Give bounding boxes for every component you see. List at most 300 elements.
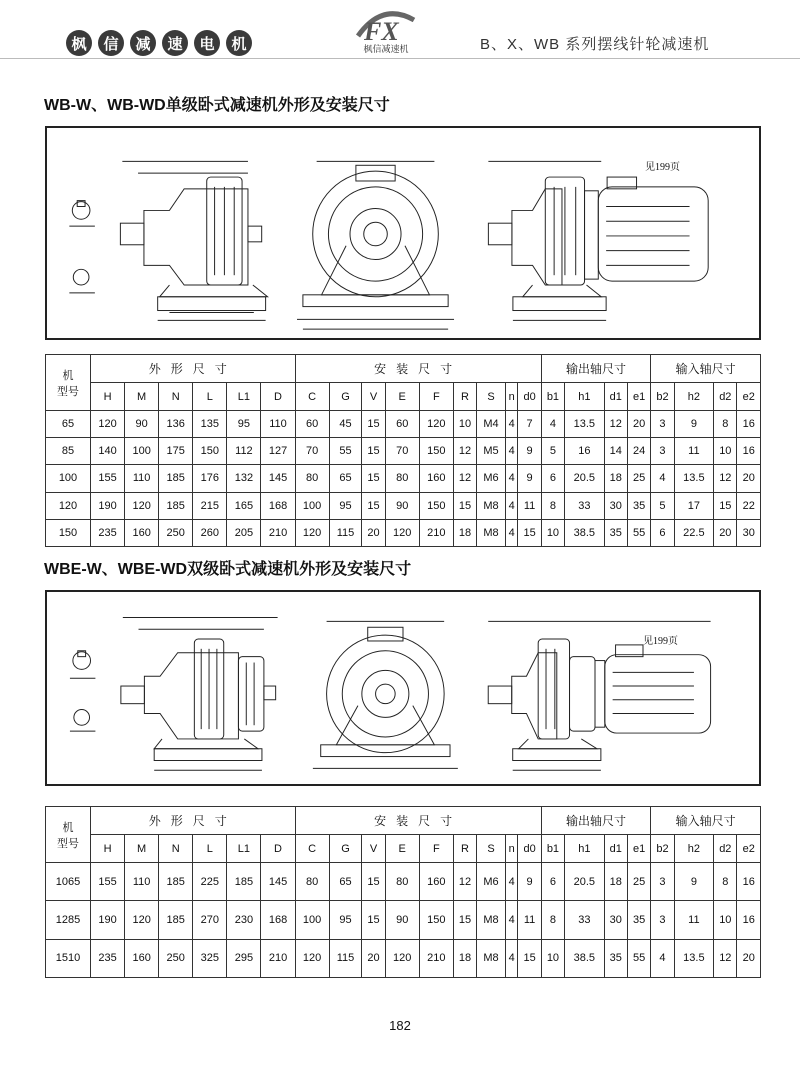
value-cell: 11 [518,492,541,519]
col-header-label: d0 [523,842,536,855]
model-cell: 1065 [46,863,91,901]
header-group-outline: 外形尺寸 [91,807,296,835]
value-cell: 150 [193,438,227,465]
model-header [46,807,91,863]
col-header [714,383,737,411]
col-header [227,383,261,411]
value-cell: 4 [541,411,564,438]
col-header-label: n [508,842,515,855]
value-cell: M8 [477,492,506,519]
section2-see-page-note: 见199页 [643,636,678,647]
table-row [46,492,761,519]
value-cell: 9 [518,438,541,465]
col-header-label: e2 [742,390,755,403]
model-header-line1: 机 [62,821,74,834]
value-cell: 185 [159,863,193,901]
value-cell: 55 [627,939,650,977]
value-cell: 20.5 [565,465,605,492]
col-header [193,835,227,863]
page-number: 182 [389,1018,411,1033]
value-cell: 20 [737,939,761,977]
value-cell: 185 [159,465,193,492]
value-cell: 13.5 [674,465,714,492]
column-header-row [46,835,761,863]
value-cell: 3 [651,411,674,438]
value-cell: 11 [518,901,541,939]
col-header [505,383,518,411]
value-cell: 115 [329,939,362,977]
value-cell: 7 [518,411,541,438]
value-cell: 165 [227,492,261,519]
col-header-label: d1 [609,842,622,855]
value-cell: 55 [329,438,362,465]
value-cell: 22.5 [674,519,714,546]
value-cell: 205 [227,519,261,546]
col-header-label: h1 [578,842,591,855]
col-header [385,383,419,411]
value-cell: 80 [295,863,329,901]
col-header-label: h1 [578,390,591,403]
value-cell: 70 [295,438,329,465]
model-cell: 65 [46,411,91,438]
value-cell: 190 [91,901,125,939]
brand-char: 信 [98,30,124,56]
col-header-label: b1 [546,842,560,855]
value-cell: 70 [385,438,419,465]
value-cell: 90 [385,901,419,939]
col-header [604,383,627,411]
header-group-input: 输入轴尺寸 [651,807,761,835]
value-cell: 15 [362,901,385,939]
value-cell: 6 [541,465,564,492]
value-cell: M4 [477,411,506,438]
value-cell: M8 [477,519,506,546]
col-header-label: n [508,390,515,403]
value-cell: 160 [125,939,159,977]
col-header-label: N [171,390,180,403]
value-cell: 9 [518,863,541,901]
value-cell: 100 [295,492,329,519]
table-row [46,863,761,901]
header-group-install: 安装尺寸 [295,355,541,383]
value-cell: 95 [329,901,362,939]
col-header-label: R [461,842,469,855]
value-cell: M8 [477,901,506,939]
col-header-label: d1 [609,390,622,403]
column-header-row [46,383,761,411]
value-cell: 65 [329,465,362,492]
col-header-label: d2 [719,390,732,403]
col-header-label: C [308,390,317,403]
value-cell: 4 [505,939,518,977]
value-cell: 110 [125,863,159,901]
value-cell: 210 [419,519,453,546]
col-header-label: F [432,842,440,855]
col-header-label: e2 [742,842,755,855]
value-cell: 60 [385,411,419,438]
col-header-label: d2 [719,842,732,855]
col-header [362,835,385,863]
col-header [362,383,385,411]
value-cell: 155 [91,863,125,901]
col-header [159,835,193,863]
value-cell: 95 [227,411,261,438]
value-cell: 9 [674,411,714,438]
value-cell: 155 [91,465,125,492]
value-cell: 12 [714,939,737,977]
value-cell: 30 [604,901,627,939]
col-header [419,383,453,411]
value-cell: 15 [362,465,385,492]
table-row [46,438,761,465]
value-cell: 65 [329,863,362,901]
value-cell: 4 [505,519,518,546]
value-cell: 210 [261,519,295,546]
col-header-label: H [103,842,112,855]
value-cell: 95 [329,492,362,519]
col-header-label: V [369,390,378,403]
value-cell: 120 [385,519,419,546]
value-cell: 190 [91,492,125,519]
value-cell: M6 [477,465,506,492]
value-cell: 120 [91,411,125,438]
value-cell: 150 [419,438,453,465]
value-cell: 35 [627,492,650,519]
value-cell: 15 [362,411,385,438]
section2-drawing [45,590,761,786]
value-cell: 110 [125,465,159,492]
value-cell: 4 [505,438,518,465]
brand-name [66,30,252,56]
brand-char: 电 [194,30,220,56]
value-cell: 10 [714,438,737,465]
value-cell: 8 [541,492,564,519]
header-group-outline: 外形尺寸 [91,355,296,383]
value-cell: 12 [453,438,476,465]
col-header-label: h2 [687,842,701,855]
table-row [46,411,761,438]
col-header [627,835,650,863]
value-cell: 120 [125,901,159,939]
value-cell: 168 [261,901,295,939]
value-cell: 22 [737,492,761,519]
model-cell: 120 [46,492,91,519]
value-cell: 20.5 [565,863,605,901]
value-cell: 10 [541,519,564,546]
col-header [329,383,362,411]
col-header [714,835,737,863]
value-cell: 225 [193,863,227,901]
value-cell: 132 [227,465,261,492]
value-cell: 10 [453,411,476,438]
logo-caption: 枫信减速机 [363,44,409,54]
col-header [505,835,518,863]
col-header [651,383,674,411]
col-header-label: S [487,390,495,403]
value-cell: 110 [261,411,295,438]
header-group-output: 输出轴尺寸 [541,807,651,835]
value-cell: 120 [125,492,159,519]
value-cell: 175 [159,438,193,465]
value-cell: 15 [518,939,541,977]
value-cell: 13.5 [674,939,714,977]
value-cell: 210 [261,939,295,977]
value-cell: 145 [261,863,295,901]
value-cell: 12 [453,863,476,901]
section2-spec-table [45,806,761,978]
header-group-input: 输入轴尺寸 [651,355,761,383]
value-cell: 16 [565,438,605,465]
value-cell: 6 [541,863,564,901]
value-cell: 17 [674,492,714,519]
col-header [91,835,125,863]
col-header-label: S [487,842,495,855]
value-cell: 80 [385,465,419,492]
col-header [453,835,476,863]
col-header-label: F [432,390,440,403]
col-header-label: L [206,842,213,855]
model-cell: 1510 [46,939,91,977]
value-cell: 90 [385,492,419,519]
col-header-label: L1 [237,390,251,403]
model-header [46,355,91,411]
col-header [295,383,329,411]
value-cell: 136 [159,411,193,438]
brand-char: 速 [162,30,188,56]
value-cell: 35 [604,939,627,977]
value-cell: 250 [159,939,193,977]
value-cell: 168 [261,492,295,519]
col-header [227,835,261,863]
col-header [261,835,295,863]
value-cell: 3 [651,863,674,901]
model-header-line2: 型号 [57,385,79,398]
value-cell: 3 [651,901,674,939]
logo-letters: FX [364,17,399,46]
value-cell: 18 [604,863,627,901]
value-cell: 260 [193,519,227,546]
value-cell: 295 [227,939,261,977]
value-cell: 210 [419,939,453,977]
table-row [46,465,761,492]
col-header-label: M [137,390,147,403]
value-cell: 8 [714,863,737,901]
model-header-line2: 型号 [57,837,79,850]
value-cell: 15 [714,492,737,519]
col-header-label: C [308,842,317,855]
value-cell: 80 [295,465,329,492]
value-cell: 120 [419,411,453,438]
model-cell: 1285 [46,901,91,939]
table-row [46,519,761,546]
value-cell: 5 [541,438,564,465]
value-cell: 16 [737,863,761,901]
value-cell: 20 [714,519,737,546]
value-cell: 185 [159,901,193,939]
value-cell: 127 [261,438,295,465]
table-row [46,901,761,939]
value-cell: 120 [295,519,329,546]
value-cell: 15 [362,492,385,519]
value-cell: 140 [91,438,125,465]
value-cell: 9 [518,465,541,492]
value-cell: 120 [295,939,329,977]
value-cell: 15 [453,492,476,519]
value-cell: 11 [674,901,714,939]
value-cell: 4 [505,411,518,438]
col-header-label: e1 [633,842,646,855]
value-cell: 4 [505,901,518,939]
value-cell: 60 [295,411,329,438]
value-cell: 235 [91,519,125,546]
value-cell: 20 [737,465,761,492]
model-cell: 100 [46,465,91,492]
value-cell: M5 [477,438,506,465]
col-header-label: H [103,390,112,403]
col-header [737,835,761,863]
section1-title: WB-W、WB-WD单级卧式减速机外形及安装尺寸 [44,97,390,114]
col-header [91,383,125,411]
section1-drawing [45,126,761,340]
value-cell: 16 [737,411,761,438]
col-header [541,383,564,411]
col-header [737,383,761,411]
value-cell: 4 [651,465,674,492]
value-cell: 5 [651,492,674,519]
section1-see-page-note: 见199页 [645,162,680,173]
col-header [627,383,650,411]
brand-char: 枫 [66,30,92,56]
col-header-label: G [341,390,350,403]
value-cell: 13.5 [565,411,605,438]
value-cell: 35 [604,519,627,546]
value-cell: 150 [419,901,453,939]
value-cell: 30 [737,519,761,546]
col-header [565,835,605,863]
value-cell: 38.5 [565,519,605,546]
col-header [193,383,227,411]
col-header [651,835,674,863]
section1-spec-table [45,354,761,547]
col-header [419,835,453,863]
value-cell: 90 [125,411,159,438]
value-cell: 14 [604,438,627,465]
value-cell: 160 [125,519,159,546]
col-header [477,383,506,411]
col-header [385,835,419,863]
col-header-label: D [274,390,282,403]
group-header-row [46,807,761,835]
value-cell: 135 [193,411,227,438]
col-header [541,835,564,863]
value-cell: 115 [329,519,362,546]
page-header [0,0,800,62]
col-header [518,383,541,411]
col-header [518,835,541,863]
model-cell: 85 [46,438,91,465]
value-cell: 15 [518,519,541,546]
value-cell: 16 [737,438,761,465]
col-header [125,383,159,411]
col-header-label: b1 [546,390,560,403]
model-header-line1: 机 [62,369,74,382]
value-cell: 10 [541,939,564,977]
col-header-label: M [137,842,147,855]
value-cell: 12 [453,465,476,492]
col-header [159,383,193,411]
value-cell: 25 [627,465,650,492]
value-cell: 11 [674,438,714,465]
col-header-label: E [398,842,406,855]
value-cell: 120 [385,939,419,977]
value-cell: 18 [453,939,476,977]
value-cell: 185 [159,492,193,519]
value-cell: 145 [261,465,295,492]
table-row [46,939,761,977]
col-header-label: R [461,390,469,403]
value-cell: 15 [453,901,476,939]
value-cell: 16 [737,901,761,939]
header-group-install: 安装尺寸 [295,807,541,835]
col-header-label: e1 [633,390,646,403]
col-header-label: b2 [656,390,669,403]
value-cell: 25 [627,863,650,901]
value-cell: 15 [362,438,385,465]
value-cell: 12 [604,411,627,438]
group-header-row [46,355,761,383]
col-header [295,835,329,863]
value-cell: 325 [193,939,227,977]
value-cell: 80 [385,863,419,901]
col-header [674,835,714,863]
brand-char: 机 [226,30,252,56]
series-title: B、X、WB 系列摆线针轮减速机 [480,36,710,53]
col-header [125,835,159,863]
value-cell: 112 [227,438,261,465]
value-cell: 30 [604,492,627,519]
value-cell: 55 [627,519,650,546]
section2-title: WBE-W、WBE-WD双级卧式减速机外形及安装尺寸 [44,561,412,578]
col-header-label: D [274,842,282,855]
col-header-label: L1 [237,842,251,855]
value-cell: 20 [362,939,385,977]
value-cell: 18 [453,519,476,546]
col-header [604,835,627,863]
value-cell: 250 [159,519,193,546]
value-cell: 270 [193,901,227,939]
value-cell: 12 [714,465,737,492]
col-header [261,383,295,411]
value-cell: 18 [604,465,627,492]
col-header-label: V [369,842,378,855]
value-cell: 15 [362,863,385,901]
col-header-label: N [171,842,180,855]
value-cell: 4 [505,492,518,519]
col-header-label: G [341,842,350,855]
value-cell: 160 [419,863,453,901]
value-cell: 20 [627,411,650,438]
header-group-output: 输出轴尺寸 [541,355,651,383]
double-stage-reducer-drawing [47,592,759,784]
value-cell: 150 [419,492,453,519]
col-header-label: h2 [687,390,701,403]
col-header-label: b2 [656,842,669,855]
col-header-label: d0 [523,390,536,403]
value-cell: 185 [227,863,261,901]
value-cell: 8 [541,901,564,939]
col-header [477,835,506,863]
value-cell: 33 [565,901,605,939]
